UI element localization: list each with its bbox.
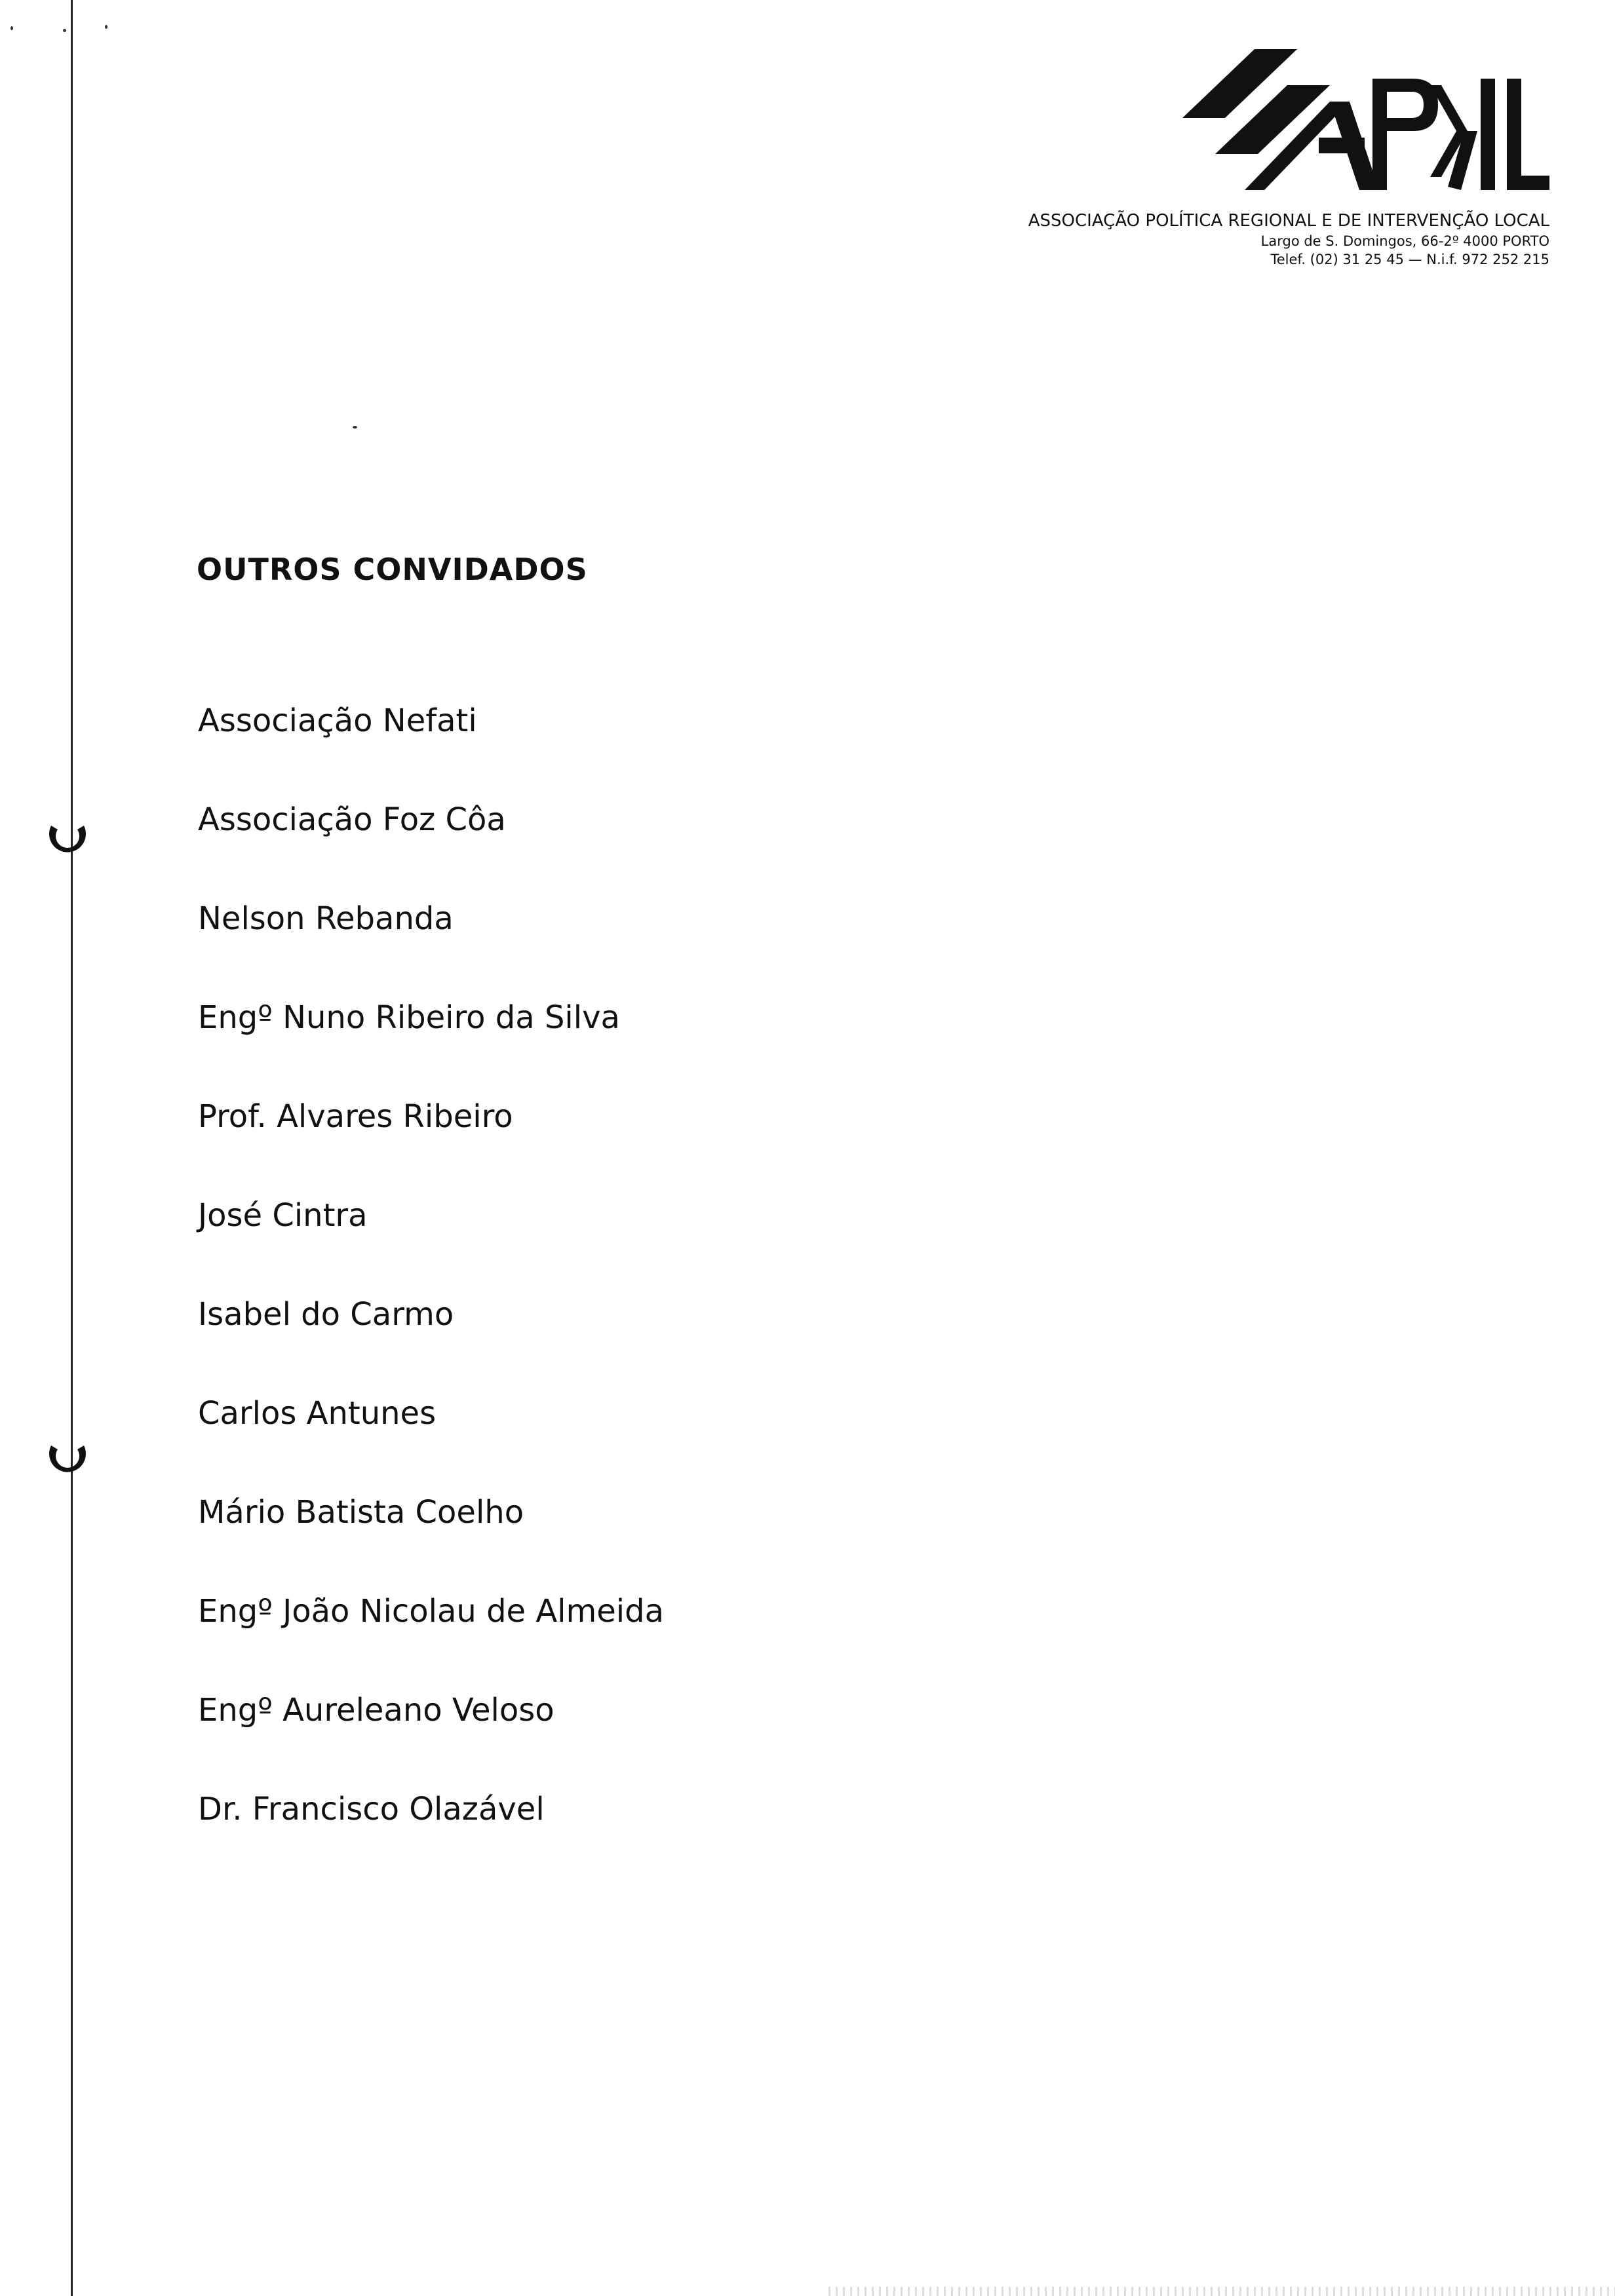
organization-address: Largo de S. Domingos, 66-2º 4000 PORTO [1260, 233, 1549, 249]
guest-item: Mário Batista Coelho [198, 1494, 524, 1531]
guest-list [198, 695, 664, 1882]
punch-hole-icon [43, 813, 96, 865]
scan-speck [353, 426, 357, 429]
scan-speck [10, 26, 13, 30]
guest-item: Prof. Alvares Ribeiro [198, 1098, 513, 1135]
scan-speck [105, 25, 107, 29]
guest-item: José Cintra [198, 1197, 368, 1234]
guest-item: Isabel do Carmo [198, 1296, 454, 1333]
guest-item: Associação Nefati [198, 702, 477, 739]
letterhead [828, 39, 1549, 267]
organization-name: ASSOCIAÇÃO POLÍTICA REGIONAL E DE INTERVENÇÃO LOCAL [1028, 211, 1549, 231]
page-heading: OUTROS CONVIDADOS [197, 552, 588, 587]
binding-margin-line [71, 0, 73, 2296]
organization-phone: Telef. (02) 31 25 45 — N.i.f. 972 252 215 [1270, 252, 1549, 267]
guest-item: Dr. Francisco Olazável [198, 1791, 545, 1827]
scan-edge-noise [828, 2287, 1615, 2296]
guest-item: Associação Foz Côa [198, 801, 506, 838]
guest-item: Engº Aureleano Veloso [198, 1692, 555, 1729]
guest-item: Carlos Antunes [198, 1395, 437, 1432]
punch-hole-icon [43, 1432, 96, 1485]
april-logo [1182, 39, 1549, 203]
scan-speck [63, 29, 66, 32]
guest-item: Nelson Rebanda [198, 900, 454, 937]
guest-item: Engº Nuno Ribeiro da Silva [198, 999, 620, 1036]
guest-item: Engº João Nicolau de Almeida [198, 1593, 665, 1630]
